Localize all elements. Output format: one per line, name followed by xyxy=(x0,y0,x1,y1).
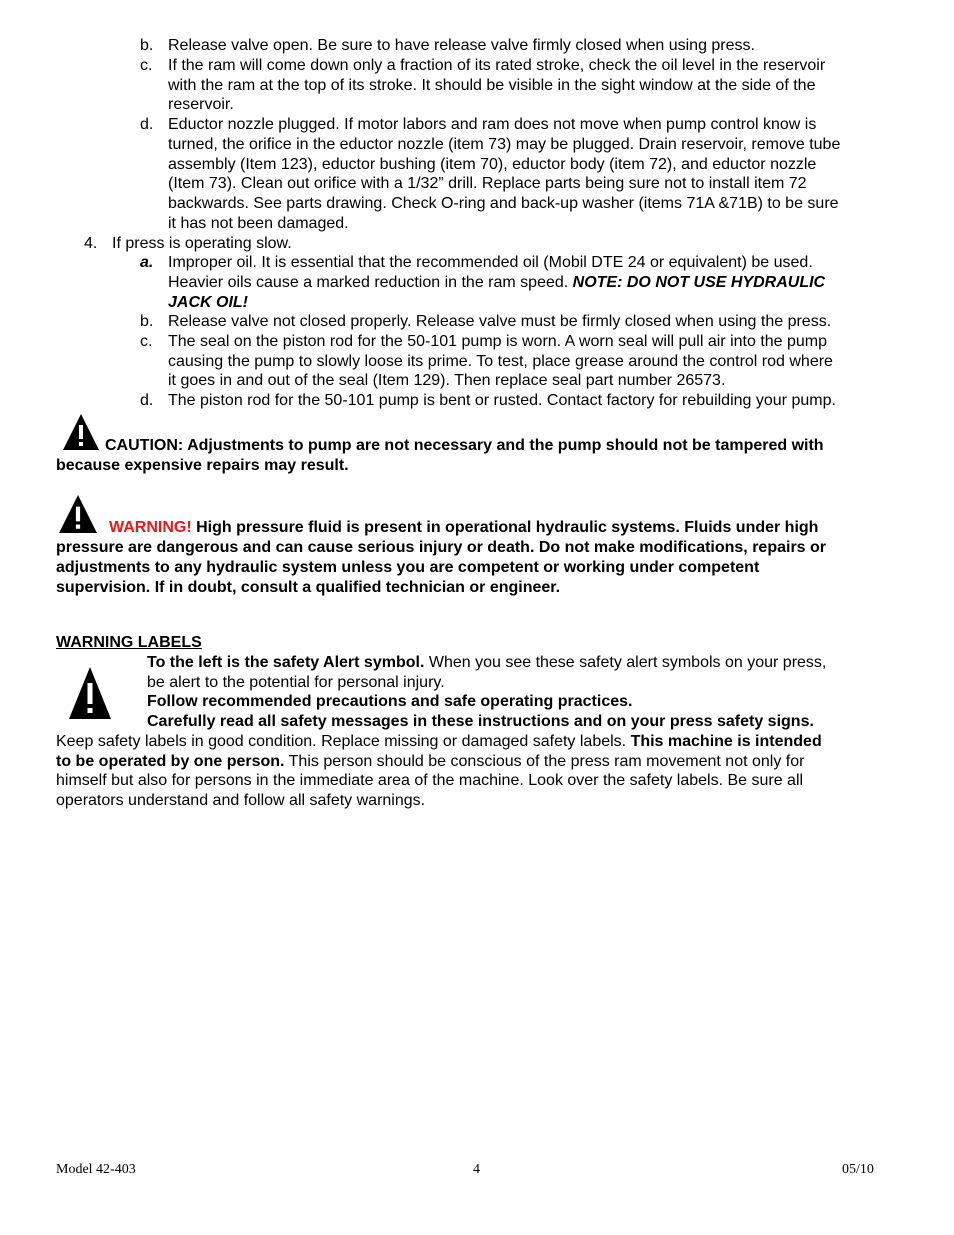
list-marker: a. xyxy=(140,254,154,271)
warning-triangle-icon xyxy=(58,494,98,534)
warning-text-run: High pressure fluid is present in operational hydraulic systems. Fluids under high xyxy=(191,519,819,536)
list-item-text: Improper oil. It is essential that the recommended oil (Mobil DTE 24 or equivalent) be used. xyxy=(168,254,813,271)
labels-paragraph: Carefully read all safety messages in these instructions and on your press safety signs. xyxy=(147,713,814,730)
list-item-text: turned, the orifice in the eductor nozzle (item 73) may be plugged. Drain reservoir, remove tube xyxy=(168,136,841,153)
plain-text: Heavier oils cause a marked reduction in the ram speed. xyxy=(168,274,573,291)
labels-paragraph xyxy=(147,653,826,673)
warning-triangle-icon xyxy=(68,666,112,720)
list-item-text: reservoir. xyxy=(168,96,234,113)
list-item-text: backwards. See parts drawing. Check O-ring and back-up washer (items 71A &71B) to be sure xyxy=(168,195,839,212)
plain-text: This person should be conscious of the press ram movement not only for xyxy=(284,753,805,770)
list-item-text: (Item 73). Clean out orifice with a 1/32” drill. Replace parts being sure not to install item 72 xyxy=(168,175,807,192)
bold-text: To the left is the safety Alert symbol. xyxy=(147,654,425,671)
warning-text: adjustments to any hydraulic system unless you are competent or working under competent xyxy=(56,559,760,576)
list-marker: c. xyxy=(140,57,153,74)
list-item-text: Release valve open. Be sure to have release valve firmly closed when using press. xyxy=(168,37,755,54)
plain-text: When you see these safety alert symbols on your press, xyxy=(424,654,827,671)
list-marker: b. xyxy=(140,37,154,54)
caution-text: because expensive repairs may result. xyxy=(56,457,349,474)
labels-paragraph: himself but also for persons in the immediate area of the machine. Look over the safety labels. Be sure all xyxy=(56,772,804,789)
list-marker: d. xyxy=(140,116,154,133)
plain-text: Keep safety labels in good condition. Replace missing or damaged safety labels. xyxy=(56,733,631,750)
list-item-text: causing the pump to slowly loose its prime. To test, place grease around the control rod where xyxy=(168,353,833,370)
list-item-text: The piston rod for the 50-101 pump is bent or rusted. Contact factory for rebuilding your pump. xyxy=(168,392,836,409)
list-marker: b. xyxy=(140,313,154,330)
list-item-text: Release valve not closed properly. Release valve must be firmly closed when using the press. xyxy=(168,313,832,330)
bold-text: to be operated by one person. xyxy=(56,753,285,770)
page-number: 4 xyxy=(473,1162,480,1177)
labels-paragraph: operators understand and follow all safety warnings. xyxy=(56,792,426,809)
caution-text: CAUTION: Adjustments to pump are not necessary and the pump should not be tampered with xyxy=(105,437,824,454)
footer-model: Model 42-403 xyxy=(56,1162,136,1177)
list-item-text: assembly (Item 123), eductor bushing (item 70), eductor body (item 72), and eductor nozzle xyxy=(168,156,817,173)
list-item-text: If the ram will come down only a fraction of its rated stroke, check the oil level in the reservoir xyxy=(168,57,826,74)
list-marker: d. xyxy=(140,392,154,409)
footer-date: 05/10 xyxy=(842,1162,874,1177)
labels-paragraph xyxy=(56,752,804,772)
bold-text: This machine is intended xyxy=(630,733,822,750)
labels-paragraph xyxy=(56,732,822,752)
section-heading: WARNING LABELS xyxy=(56,634,202,651)
warning-triangle-icon xyxy=(62,413,100,451)
labels-paragraph: be alert to the potential for personal injury. xyxy=(147,674,445,691)
list-item-text: Eductor nozzle plugged. If motor labors and ram does not move when pump control know is xyxy=(168,116,817,133)
list-item-text: it goes in and out of the seal (Item 129). Then replace seal part number 26573. xyxy=(168,372,726,389)
note-text: NOTE: DO NOT USE HYDRAULIC xyxy=(572,274,826,291)
list-item-text: The seal on the piston rod for the 50-101 pump is worn. A worn seal will pull air into the pump xyxy=(168,333,828,350)
list-item-text xyxy=(168,273,825,293)
labels-paragraph: Follow recommended precautions and safe operating practices. xyxy=(147,693,633,710)
warning-text: supervision. If in doubt, consult a qualified technician or engineer. xyxy=(56,579,561,596)
warning-text: pressure are dangerous and can cause serious injury or death. Do not make modifications, repairs or xyxy=(56,539,827,556)
warning-label: WARNING! xyxy=(109,519,192,536)
list-marker: 4. xyxy=(84,235,98,252)
list-item-text: it has not been damaged. xyxy=(168,215,349,232)
list-marker: c. xyxy=(140,333,153,350)
note-text: JACK OIL! xyxy=(168,294,248,311)
list-item-text: with the ram at the top of its stroke. It should be visible in the sight window at the side of the xyxy=(168,77,816,94)
list-item-text: If press is operating slow. xyxy=(112,235,292,252)
warning-text xyxy=(109,518,818,538)
